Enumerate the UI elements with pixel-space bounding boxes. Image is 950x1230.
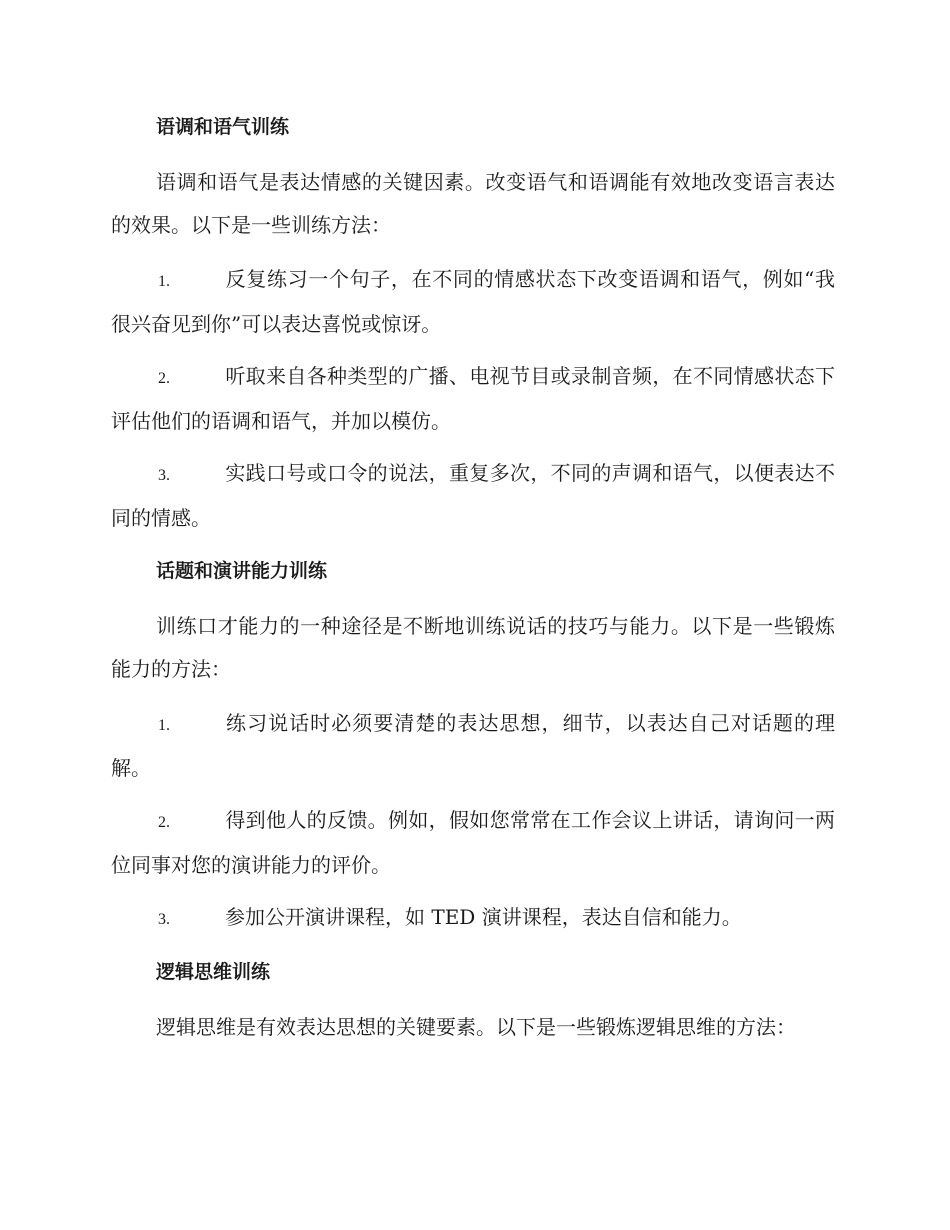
list-item-number: 1.: [158, 273, 170, 290]
list-item-number: 1.: [158, 717, 170, 734]
section-intro: 训练口才能力的一种途径是不断地训练说话的技巧与能力。以下是一些锻炼能力的方法：: [111, 614, 835, 681]
list-item: [111, 702, 835, 790]
list-item-text: 参加公开演讲课程，如 TED 演讲课程，表达自信和能力。: [225, 905, 742, 929]
section-heading: 语调和语气训练: [156, 116, 290, 138]
section-intro: 语调和语气是表达情感的关键因素。改变语气和语调能有效地改变语言表达的效果。以下是一些训练方法：: [111, 170, 835, 237]
list-item-text: 实践口号或口令的说法，重复多次，不同的声调和语气，以便表达不同的情感。: [111, 461, 835, 530]
list-item: [111, 355, 835, 443]
section-intro: 逻辑思维是有效表达思想的关键要素。以下是一些锻炼逻辑思维的方法：: [156, 1015, 796, 1039]
list-item-text: 得到他人的反馈。例如，假如您常常在工作会议上讲话，请询问一两位同事对您的演讲能力的评价。: [111, 808, 835, 877]
section-heading: 话题和演讲能力训练: [156, 560, 328, 582]
list-item: [111, 799, 835, 887]
list-item-number: 3.: [158, 911, 170, 928]
list-item-text: 听取来自各种类型的广播、电视节目或录制音频，在不同情感状态下评估他们的语调和语气，并加以模仿。: [111, 364, 835, 433]
list-item-text: 反复练习一个句子，在不同的情感状态下改变语调和语气，例如“我很兴奋见到你”可以表达喜悦或惊讶。: [111, 267, 835, 336]
list-item-number: 2.: [158, 370, 170, 387]
list-item: [111, 452, 835, 540]
list-item-number: 3.: [158, 467, 170, 484]
section-heading: 逻辑思维训练: [156, 961, 271, 983]
list-item: [111, 896, 835, 941]
list-item: [111, 258, 835, 346]
list-item-text: 练习说话时必须要清楚的表达思想，细节，以表达自己对话题的理解。: [111, 711, 835, 780]
list-item-number: 2.: [158, 814, 170, 831]
